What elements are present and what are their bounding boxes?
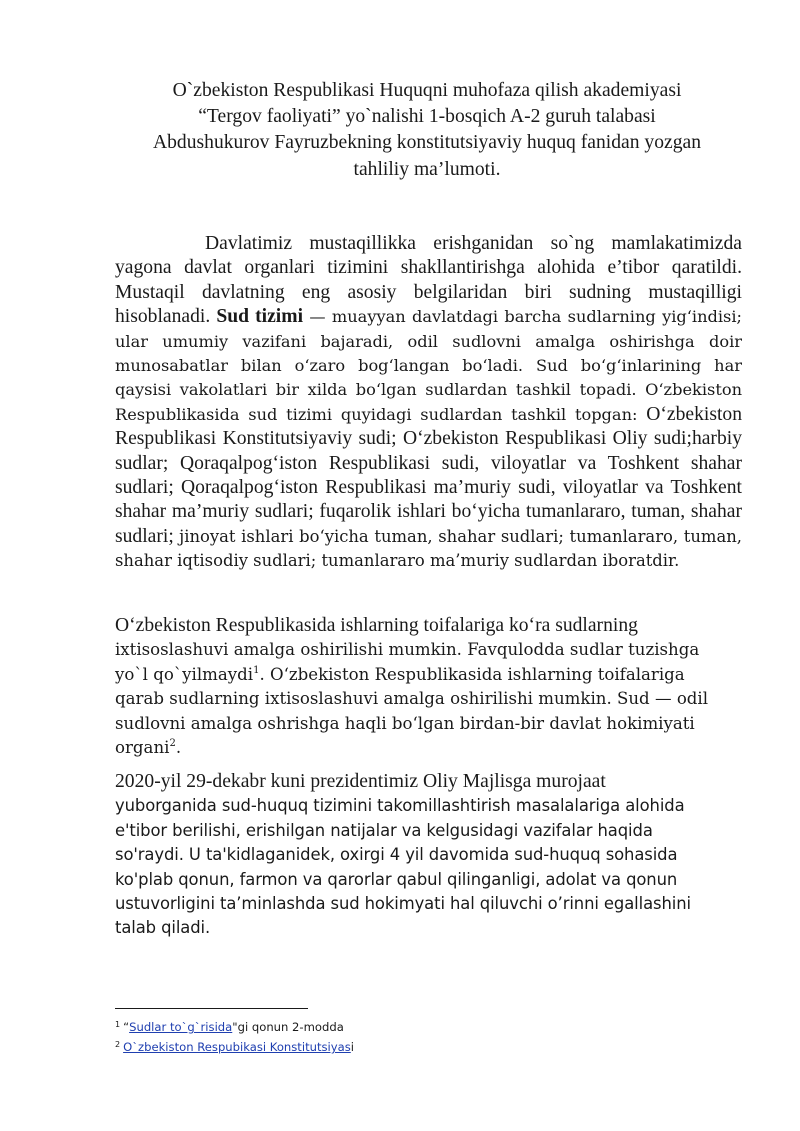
- paragraph-specialization: [115, 614, 755, 760]
- footnote-suffix: i: [350, 1040, 355, 1054]
- text-line: ixtisoslashuvi amalga oshirilishi mumkin. Favqulodda sudlar tuzishga: [115, 640, 700, 660]
- courts-list-tail: jinoyat ishlari bo‘yicha tuman, shahar sudlari; tumanlararo, tuman, shahar iqtisodiy sudlari; tumanlararo ma’muriy sudlardan iboratdir.: [115, 526, 742, 571]
- footnote-ref-2[interactable]: 2: [169, 738, 176, 750]
- footnotes: [115, 1016, 755, 1056]
- text-line: O‘zbekiston Respublikasida ishlarning toifalariga ko‘ra sudlarning: [115, 615, 638, 636]
- paragraph-president-address: [115, 770, 755, 941]
- text-line: ko'plab qonun, farmon va qarorlar qabul qilinganligi, adolat va qonun: [115, 869, 678, 889]
- text-line: [115, 663, 755, 687]
- footnote-link[interactable]: Sudlar to`g`risida: [129, 1020, 233, 1034]
- text-fragment: organi: [115, 738, 170, 758]
- document-title: [115, 78, 739, 183]
- term-sud-tizimi: Sud tizimi: [216, 306, 304, 328]
- term-definition: — muayyan davlatdagi barcha sudlarning yig‘indisi; ular umumiy vazifani bajaradi, odil sudlovni amalga oshirishga doir munosabatlar bilan o‘zaro bog‘langan bo‘ladi. Sud bo‘g‘inlarining har qaysisi vakolatlari bir xilda bo‘lgan sudlardan tashkil topadi. O‘zbekiston Respublikasida sud tizimi quyidagi sudlardan tashkil topgan:: [115, 307, 742, 424]
- footnote-1: [115, 1016, 755, 1036]
- footnote-separator: [115, 1008, 308, 1009]
- paragraph-court-system: [115, 232, 742, 574]
- footnote-link[interactable]: O`zbekiston Respubikasi Konstitutsiyas: [123, 1040, 351, 1054]
- text-line: e'tibor berilishi, erishilgan natijalar va kelgusidagi vazifalar haqida: [115, 820, 653, 840]
- title-line: tahliliy ma’lumoti.: [353, 158, 501, 180]
- footnote-ref-1[interactable]: 1: [253, 664, 260, 676]
- footnote-number: 1: [115, 1020, 121, 1029]
- title-line: Abdushukurov Fayruzbekning konstitutsiyaviy huquq fanidan yozgan: [152, 132, 701, 154]
- text-line: yuborganida sud-huquq tizimini takomillashtirish masalalariga alohida: [115, 796, 685, 816]
- text-line: sudlovni amalga oshrishga haqli bo‘lgan birdan-bir davlat hokimiyati: [115, 713, 695, 733]
- text-fragment: . O‘zbekiston Respublikasida ishlarning toifalariga: [259, 664, 685, 684]
- text-line: talab qiladi.: [115, 918, 211, 938]
- footnote-number: 2: [115, 1040, 121, 1049]
- text-line: [115, 736, 755, 760]
- courts-list: O‘zbekiston Respublikasi Konstitutsiyaviy sudi; O‘zbekiston Respublikasi Oliy sudi;harbiy sudlar; Qoraqalpog‘iston Respublikasi sudi, viloyatlar va Toshkent shahar sudlari; Qoraqalpog‘iston Respublikasi ma’muriy sudi, viloyatlar va Toshkent shahar ma’muriy sudlari; fuqarolik ishlari bo‘yicha tumanlararo, tuman, shahar sudlari;: [115, 403, 742, 547]
- text-line: 2020-yil 29-dekabr kuni prezidentimiz Oliy Majlisga murojaat: [115, 771, 606, 792]
- title-line: O`zbekiston Respublikasi Huquqni muhofaza qilish akademiyasi: [172, 80, 682, 101]
- text-line: ustuvorligini ta’minlashda sud hokimyati hal qiluvchi o’rinni egallashini: [115, 894, 691, 914]
- text-fragment: yo`l qo`yilmaydi: [115, 664, 254, 684]
- title-line: “Tergov faoliyati” yo`nalishi 1-bosqich A-2 guruh talabasi: [198, 106, 656, 128]
- paragraph-intro: Davlatimiz mustaqillikka erishganidan so`ng mamlakatimizda yagona davlat organlari tizimini shakllantirishga alohida e’tibor qaratildi. Mustaqil davlatning eng asosiy belgilaridan biri sudning mustaqilligi hisoblanadi.: [115, 233, 742, 328]
- text-fragment: .: [175, 738, 182, 758]
- footnote-2: [115, 1036, 755, 1056]
- footnote-prefix: “: [123, 1020, 130, 1034]
- text-line: so'raydi. U ta'kidlaganidek, oxirgi 4 yil davomida sud-huquq sohasida: [115, 845, 678, 865]
- footnote-suffix: "gi qonun 2-modda: [232, 1020, 344, 1034]
- text-line: qarab sudlarning ixtisoslashuvi amalga oshirilishi mumkin. Sud — odil: [115, 689, 709, 709]
